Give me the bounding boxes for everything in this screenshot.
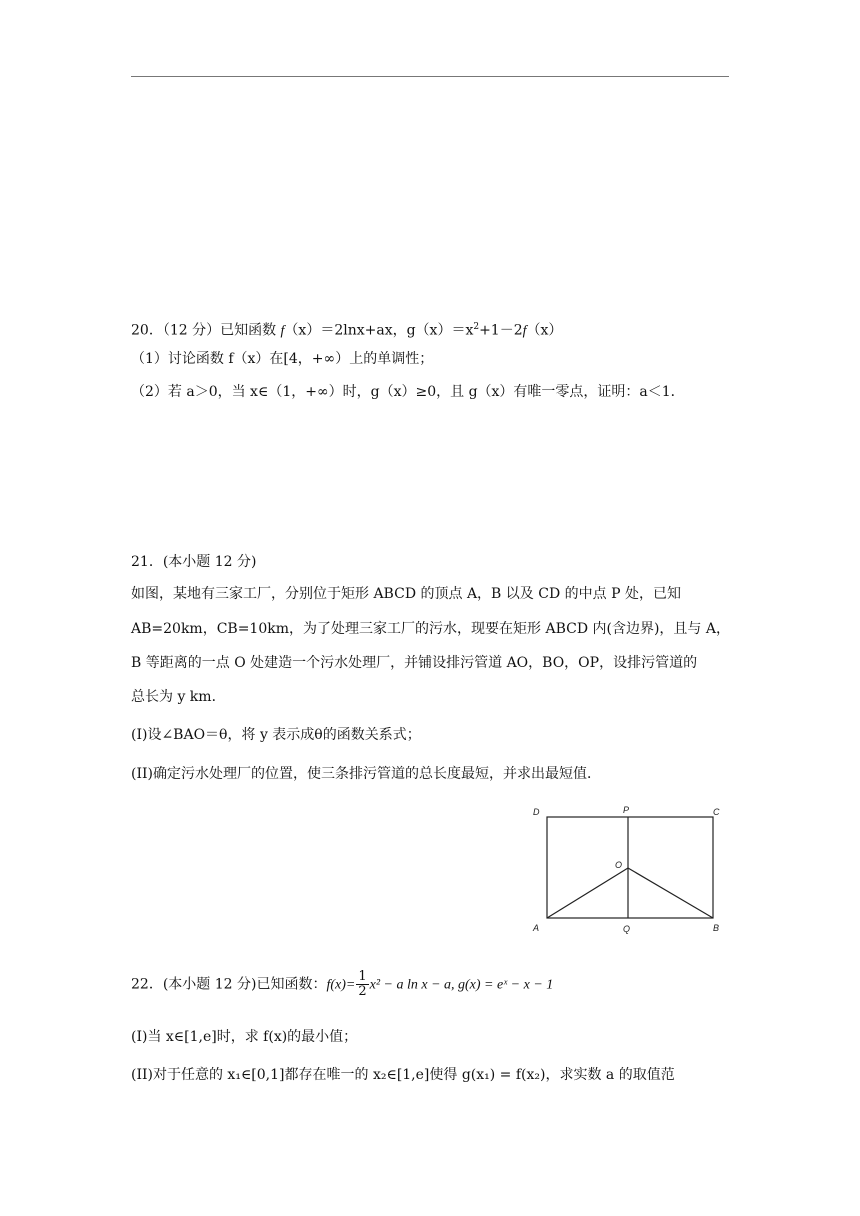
label-a: A xyxy=(533,923,540,933)
q20-f-symbol-2: f xyxy=(522,323,527,339)
q22-frac-num: 1 xyxy=(358,969,367,984)
label-p: P xyxy=(623,805,630,815)
q22-f-rhs: x² − a ln x − a, g(x) = eˣ − x − 1 xyxy=(369,977,554,993)
q22-part2: (II)对于任意的 x₁∈[0,1]都存在唯一的 x₂∈[1,e]使得 g(x₁) = f(x₂)，求实数 a 的取值范 xyxy=(131,1067,675,1083)
q21-para-line3: B 等距离的一点 O 处建造一个污水处理厂，并铺设排污管道 AO，BO，OP，设排污管道的 xyxy=(131,655,698,671)
q20-part2: （2）若 a＞0，当 x∈（1，+∞）时，g（x）≥0，且 g（x）有唯一零点，证明：a＜1． xyxy=(131,384,685,400)
q21-part1: (I)设∠BAO＝θ，将 y 表示成θ的函数关系式； xyxy=(131,727,421,743)
label-o: O xyxy=(615,860,623,870)
line-ao xyxy=(547,868,628,918)
q20-title-prefix: 20．（12 分）已知函数 xyxy=(131,322,281,339)
q21-title: 21．(本小题 12 分) xyxy=(131,554,257,570)
q20-f-symbol: f xyxy=(280,323,285,339)
q22-fraction xyxy=(356,970,368,999)
q20-title-mid2: +1－2 xyxy=(479,322,523,339)
q22-title-prefix: 22．(本小题 12 分)已知函数： xyxy=(131,976,327,993)
rectangle-figure xyxy=(525,800,730,940)
q22-title xyxy=(131,970,553,999)
q21-para-line1: 如图，某地有三家工厂，分别位于矩形 ABCD 的顶点 A，B 以及 CD 的中点 P 处，已知 xyxy=(131,586,681,602)
label-b: B xyxy=(713,923,720,933)
q20-title-mid1: （x）＝2lnx+ax，g（x）＝x xyxy=(284,322,474,339)
label-c: C xyxy=(713,807,720,817)
label-q: Q xyxy=(623,924,631,934)
q22-f-lhs: f(x)= xyxy=(326,977,356,993)
line-bo xyxy=(628,868,713,918)
label-d: D xyxy=(533,807,540,817)
q22-frac-den: 2 xyxy=(358,984,367,999)
q21-part2: (II)确定污水处理厂的位置，使三条排污管道的总长度最短，并求出最短值． xyxy=(131,766,601,782)
header-rule xyxy=(131,76,729,77)
q20-title-end: （x） xyxy=(526,322,563,339)
q22-part1: (I)当 x∈[1,e]时，求 f(x)的最小值； xyxy=(131,1029,358,1045)
q20-sup: 2 xyxy=(473,322,480,332)
q21-para-line4: 总长为 y km． xyxy=(131,689,226,705)
q21-para-line2: AB=20km，CB=10km，为了处理三家工厂的污水，现要在矩形 ABCD 内(含边界)，且与 A， xyxy=(131,621,730,637)
q20-part1: （1）讨论函数 f（x）在[4，+∞）上的单调性； xyxy=(131,351,434,367)
q20-title xyxy=(131,318,562,341)
